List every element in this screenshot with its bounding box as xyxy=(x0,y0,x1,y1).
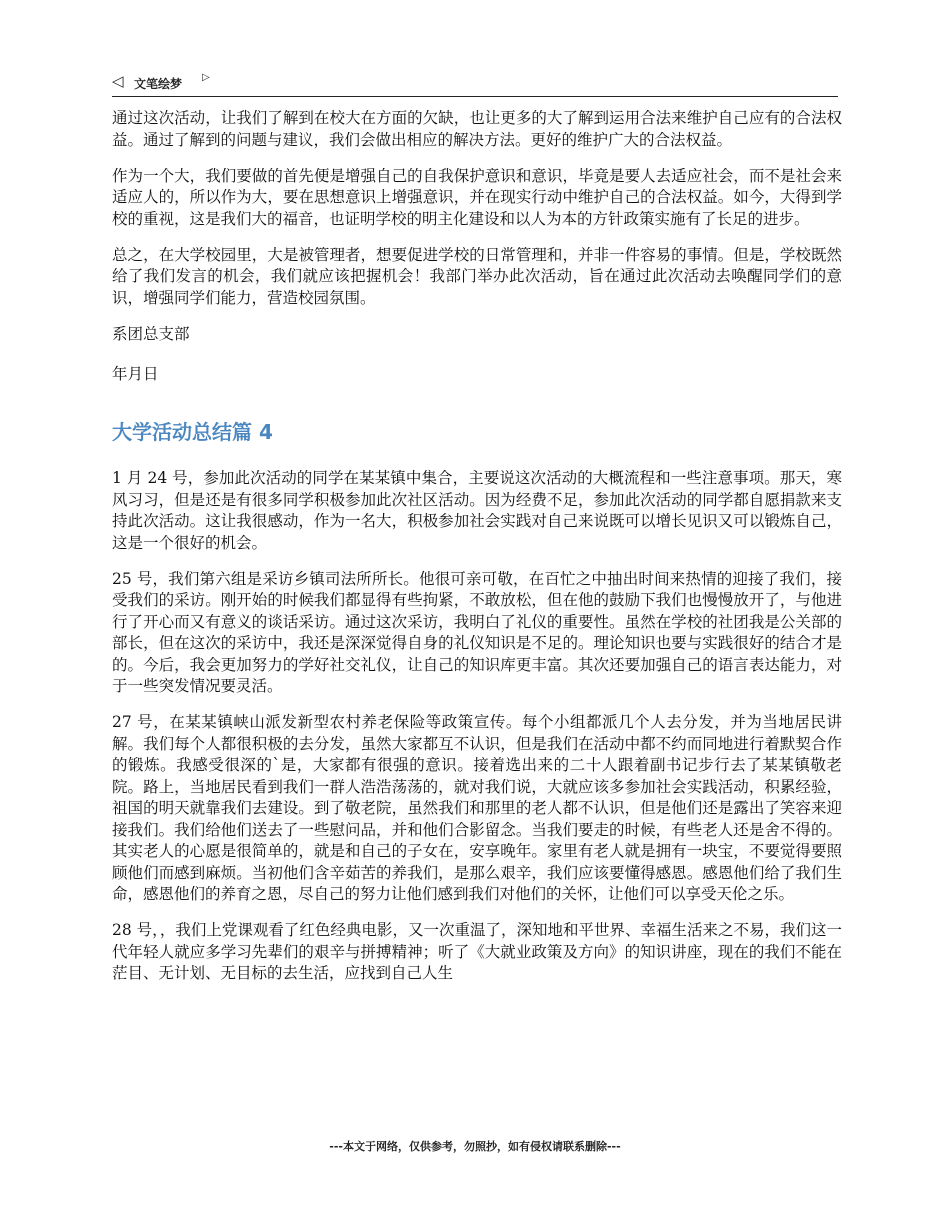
page-header xyxy=(112,70,838,97)
section-title: 大学活动总结篇 4 xyxy=(112,419,273,444)
left-triangle-icon: ◁ xyxy=(112,72,124,90)
paragraph: 作为一个大，我们要做的首先便是增强自己的自我保护意识和意识，毕竟是要人去适应社会，而不是社会来适应人的，所以作为大，要在思想意识上增强意识，并在现实行动中维护自己的合法权益。如今，大得到学校的重视，这是我们大的福音，也证明学校的明主化建设和以人为本的方针政策实施有了长足的进步。 xyxy=(112,166,842,228)
right-triangle-icon: ▷ xyxy=(202,72,210,83)
paragraph: 1 月 24 号，参加此次活动的同学在某某镇中集合，主要说这次活动的大概流程和一些注意事项。那天，寒风习习，但是还是有很多同学积极参加此次社区活动。因为经费不足，参加此次活动的同学都自愿捐款来支持此次活动。这让我很感动，作为一名大，积极参加社会实践对自己来说既可以增长见识又可以锻炼自己，这是一个很好的机会。 xyxy=(112,469,842,552)
paragraph: 总之，在大学校园里，大是被管理者，想要促进学校的日常管理和，并非一件容易的事情。但是，学校既然给了我们发言的机会，我们就应该把握机会！我部门举办此次活动，旨在通过此次活动去唤醒同学们的意识，增强同学们能力，营造校园氛围。 xyxy=(112,245,842,307)
paragraph: 25 号，我们第六组是采访乡镇司法所所长。他很可亲可敬，在百忙之中抽出时间来热情的迎接了我们，接受我们的采访。刚开始的时候我们都显得有些拘紧，不敢放松，但在他的鼓励下我们也慢慢放开了，与他进行了开心而又有意义的谈话采访。通过这次采访，我明白了礼仪的重要性。虽然在学校的社团我是公关部的部长，但在这次的采访中，我还是深深觉得自身的礼仪知识是不足的。理论知识也要与实践很好的结合才是的。今后，我会更加努力的学好社交礼仪，让自己的知识库更丰富。其次还要加强自己的语言表达能力，对于一些突发情况要灵活。 xyxy=(112,569,842,695)
paragraph: 28 号，，我们上党课观看了红色经典电影，又一次重温了，深知地和平世界、幸福生活来之不易，我们这一代年轻人就应多学习先辈们的艰辛与拼搏精神；听了《大就业政策及方向》的知识讲座，现在的我们不能在茫目、无计划、无目标的去生活，应找到自己人生 xyxy=(112,921,842,982)
paragraph: 27 号，在某某镇峡山派发新型农村养老保险等政策宣传。每个小组都派几个人去分发，并为当地居民讲解。我们每个人都很积极的去分发，虽然大家都互不认识，但是我们在活动中都不约而同地进行着默契合作的锻炼。我感受很深的`是，大家都有很强的意识。接着选出来的二十人跟着副书记步行去了某某镇敬老院。路上，当地居民看到我们一群人浩浩荡荡的，就对我们说，大就应该多参加社会实践活动，积累经验，祖国的明天就靠我们去建设。到了敬老院，虽然我们和那里的老人都不认识，但是他们还是露出了笑容来迎接我们。我们给他们送去了一些慰问品，并和他们合影留念。当我们要走的时候，有些老人还是舍不得的。其实老人的心愿是很简单的，就是和自己的子女在，安享晚年。家里有老人就是拥有一块宝，不要觉得要照顾他们而感到麻烦。当初他们含辛茹苦的养我们，是那么艰辛，我们应该要懂得感恩。感恩他们给了我们生命，感恩他们的养育之恩，尽自己的努力让他们感到我们对他们的关怀，让他们可以享受天伦之乐。 xyxy=(112,713,842,903)
signature: 系团总支部 xyxy=(112,324,190,343)
header-brand: 文笔绘梦 xyxy=(134,77,183,91)
date-line: 年月日 xyxy=(112,365,159,383)
paragraph: 通过这次活动，让我们了解到在校大在方面的欠缺，也让更多的大了解到运用合法来维护自己应有的合法权益。通过了解到的问题与建议，我们会做出相应的解决方法。更好的维护广大的合法权益。 xyxy=(112,109,842,149)
document-body xyxy=(112,108,842,999)
page-footer: ---本文于网络，仅供参考，勿照抄，如有侵权请联系删除--- xyxy=(329,1140,621,1153)
